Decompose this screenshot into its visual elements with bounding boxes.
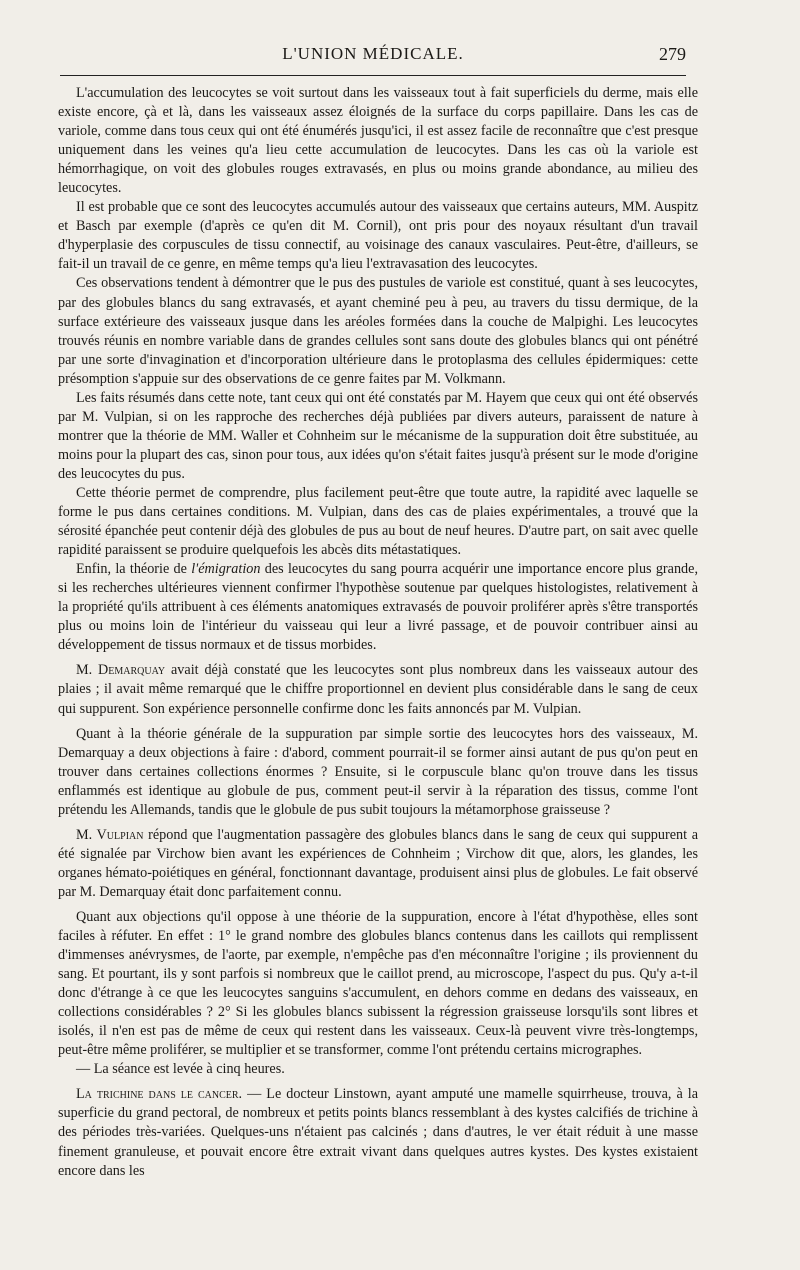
running-title: L'UNION MÉDICALE. [282, 44, 464, 63]
paragraph-text: avait déjà constaté que les leucocytes sont plus nombreux dans les vaisseaux autour des plaies ; il avait même remarqué que le chiffre proportionnel en devient plus considérable dans le sang de ceux qui suppurent. Son expérience personnelle confirme donc les faits annoncés par M. Vulpian. [58, 662, 698, 717]
page-header [60, 44, 686, 72]
paragraph-text: Enfin, la théorie de [76, 561, 192, 578]
paragraph-text: Les faits résumés dans cette note, tant ceux qui ont été constatés par M. Hayem que ceux qui ont été observés par M. Vulpian, si on les rapproche des recherches déjà publiées par divers auteurs, paraissent de nature à montrer que la théorie de MM. Waller et Cohnheim sur le mécanisme de la suppuration doit être substituée, au moins pour la plupart des cas, sinon pour tous, aux idées qu'on s'était faites jusqu'à présent sur le mode d'origine des leucocytes du pus. [58, 389, 698, 482]
paragraph [58, 484, 698, 560]
paragraph-text: — Le docteur Linstown, ayant amputé une mamelle squirrheuse, trouva, à la superficie du grand pectoral, de nombreux et petits points blancs ressemblant à des kystes calcifiés de trichine à des périodes très-variées. Quelques-uns n'étaient pas calcinés ; dans d'autres, le ver était réduit à une masse finement granuleuse, et pouvait encore être extrait vivant dans quelques autres kystes. Des kystes existaient encore dans les [58, 1086, 698, 1179]
paragraph [58, 389, 698, 484]
page-number: 279 [659, 44, 686, 64]
paragraph [58, 725, 698, 820]
paragraph [58, 1085, 698, 1180]
paragraph [58, 274, 698, 388]
paragraph-text: Quant aux objections qu'il oppose à une théorie de la suppuration, encore à l'état d'hypothèse, elles sont faciles à réfuter. En effet : 1° le grand nombre des globules blancs contenus dans les caillots qui remplissent d'immenses anévrysmes, de l'aorte, par exemple, n'empêche pas d'en méconnaître l'origine ; ils proviennent du sang. Et pourtant, ils y sont parfois si nombreux que le caillot prend, au microscope, l'aspect du pus. Qu'y a-t-il donc d'étrange à ce que les leucocytes sanguins s'accumulent, en dehors comme en dedans des vaisseaux, en collections considérables ? 2° Si les globules blancs subissent la régression graisseuse lorsqu'ils sont libres et isolés, il n'en est pas de même de ceux qui restent dans les vaisseaux. Ceux-là peuvent vivre très-longtemps, peut-être même proliférer, se multiplier et se transformer, comme l'ont prétendu certains micrographes. [58, 908, 698, 1059]
paragraph-text: Quant à la théorie générale de la suppuration par simple sortie des leucocytes hors des vaisseaux, M. Demarquay a deux objections à faire : d'abord, comment pourrait-il se former ainsi autant de pus qu'on peut en trouver dans certaines collections énormes ? Ensuite, si le corpuscule blanc qu'on trouve dans les tissus enflammés est identique au globule de pus, comment peut-il servir à la réparation des tissus, comme l'ont prétendu les Allemands, tandis que le globule de pus subit toujours la métamorphose graisseuse ? [58, 725, 698, 818]
paragraph [58, 560, 698, 655]
session-close [58, 1060, 698, 1079]
italic-term: l'émigration [191, 561, 261, 578]
paragraph-text: Il est probable que ce sont des leucocytes accumulés autour des vaisseaux que certains auteurs, MM. Auspitz et Basch par exemple (d'après ce qu'en dit M. Cornil), ont pris pour des noyaux résultant d'un travail d'hyperplasie des corpuscules de tissu connectif, au voisinage des canaux vasculaires. Peut-être, d'ailleurs, se fait-il un travail de ce genre, en même temps qu'a lieu l'extravasation des leucocytes. [58, 199, 698, 273]
paragraph-text: des leucocytes du sang pourra acquérir une importance encore plus grande, si les recherches ultérieures viennent confirmer l'hypothèse soutenue par quelques histologistes, relativement à la propriété qu'ils attribuent à ces éléments anatomiques extravasés de pouvoir proliférer après s'être transportés plus ou moins loin de l'intérieur du vaisseau qui leur a livré passage, et de pouvoir contribuer ainsi au développement de tissus normaux et de tissus morbides. [58, 561, 698, 654]
paragraph-text: — La séance est levée à cinq heures. [76, 1061, 285, 1078]
paragraph [58, 84, 698, 198]
speaker-name: M. Vulpian [76, 826, 144, 843]
section-heading: La trichine dans le cancer. [76, 1086, 243, 1103]
paragraph-text: répond que l'augmentation passagère des globules blancs dans le sang de ceux qui suppurent a été signalée par Virchow bien avant les expériences de Cohnheim ; Virchow dit que, alors, les glandes, les organes hémato-poiétiques en général, fonctionnant davantage, produisent ainsi plus de globules. Le fait observé par M. Demarquay était donc parfaitement connu. [58, 826, 698, 900]
speaker-name: M. Demarquay [76, 662, 166, 679]
paragraph [58, 198, 698, 274]
paragraph [58, 826, 698, 902]
paragraph [58, 908, 698, 1060]
header-rule [60, 75, 686, 76]
article-body [58, 84, 698, 1181]
paragraph [58, 661, 698, 718]
paragraph-text: L'accumulation des leucocytes se voit surtout dans les vaisseaux tout à fait superficiels du derme, mais elle existe encore, çà et là, dans les vaisseaux assez éloignés de la surface du corps papillaire. Dans les cas de variole, comme dans tous ceux qui ont été énumérés jusqu'ici, il est assez facile de reconnaître que c'est presque uniquement dans les veines qu'a lieu cette accumulation de leucocytes. Dans les cas où la variole est hémorrhagique, on voit des globules rouges extravasés, en plus ou moins grande abondance, au milieu des leucocytes. [58, 85, 698, 197]
paragraph-text: Ces observations tendent à démontrer que le pus des pustules de variole est constitué, quant à ses leucocytes, par des globules blancs du sang extravasés, et ayant cheminé peu à peu, au travers du tissu dermique, de la surface extérieure des vaisseaux jusque dans les aréoles formées dans la couche de Malpighi. Les leucocytes trouvés réunis en nombre variable dans de grandes cellules sont sans doute des globules blancs qui ont pénétré par une sorte d'invagination et d'incorporation ultérieure dans le protoplasma des cellules épidermiques: cette présomption s'appuie sur des observations de ce genre faites par M. Volkmann. [58, 275, 698, 387]
paragraph-text: Cette théorie permet de comprendre, plus facilement peut-être que toute autre, la rapidité avec laquelle se forme le pus dans certaines conditions. M. Vulpian, dans des cas de plaies expérimentales, a trouvé que la sérosité épanchée peut contenir déjà des globules de pus au bout de neuf heures. D'autre part, on sait avec quelle rapidité paraissent se produire quelquefois les abcès dits métastatiques. [58, 484, 698, 559]
